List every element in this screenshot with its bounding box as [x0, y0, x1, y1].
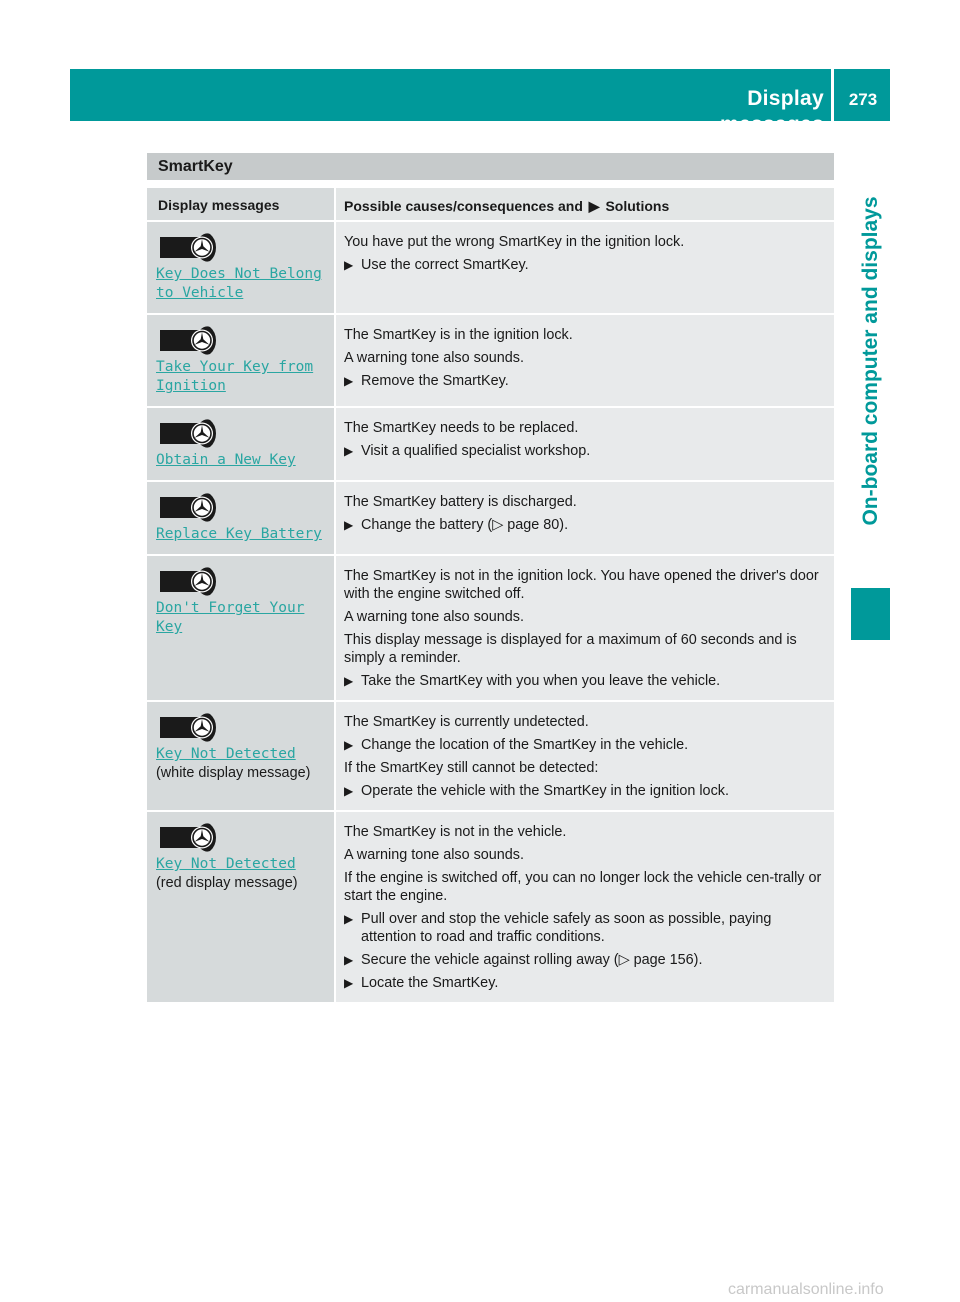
section-title: SmartKey [147, 153, 834, 180]
solution-step-text: Visit a qualified specialist workshop. [361, 443, 591, 459]
solution-step-text: Operate the vehicle with the SmartKey in the ignition lock. [361, 783, 729, 799]
cause-text: The SmartKey battery is discharged. [344, 494, 577, 510]
side-tab-marker [851, 588, 890, 640]
table-row [147, 408, 834, 482]
message-cell [147, 702, 336, 810]
solution-cell [336, 222, 834, 313]
arrow-bullet-icon: ▶ [344, 738, 354, 752]
display-message-text: Key Does Not Belong to Vehicle [156, 266, 322, 301]
cause-text: The SmartKey is currently undetected. [344, 714, 589, 730]
smartkey-icon [156, 821, 218, 854]
solution-step [344, 974, 828, 992]
display-message-text: Key Not Detected [156, 746, 296, 762]
solution-cell [336, 315, 834, 406]
solution-step [344, 516, 828, 534]
watermark: carmanualsonline.info [728, 1281, 884, 1298]
message-cell [147, 222, 336, 313]
arrow-bullet-icon: ▶ [344, 674, 354, 688]
cause-text: The SmartKey is not in the vehicle. [344, 824, 567, 840]
solution-cell [336, 812, 834, 1002]
display-message-note: (red display message) [156, 875, 298, 891]
table-row [147, 702, 834, 812]
solution-step-text: Take the SmartKey with you when you leave the vehicle. [361, 673, 721, 689]
arrow-bullet-icon: ▶ [344, 374, 354, 388]
solution-step-text: Remove the SmartKey. [361, 373, 509, 389]
message-cell [147, 482, 336, 554]
smartkey-icon [156, 324, 218, 357]
solution-cell [336, 408, 834, 480]
column-header-solutions [336, 188, 834, 220]
solution-step [344, 910, 828, 946]
table-row [147, 482, 834, 556]
column-header-messages: Display messages [147, 188, 336, 220]
message-cell [147, 556, 336, 700]
smartkey-icon [156, 491, 218, 524]
solution-cell [336, 482, 834, 554]
arrow-bullet-icon: ▶ [344, 976, 354, 990]
solution-step [344, 442, 828, 460]
solution-step [344, 736, 828, 754]
solution-step-text: Secure the vehicle against rolling away (▷ page 156). [361, 952, 703, 968]
cause-text: A warning tone also sounds. [344, 609, 525, 625]
column-header-causes: Possible causes/consequences and [344, 198, 583, 214]
cause-text: If the engine is switched off, you can no longer lock the vehicle cen-trally or start the engine. [344, 870, 822, 904]
smartkey-icon [156, 565, 218, 598]
solution-step-text: Pull over and stop the vehicle safely as soon as possible, paying attention to road and traffic conditions. [361, 911, 772, 945]
table-body [147, 222, 834, 1004]
solution-cell [336, 702, 834, 810]
display-message-text: Replace Key Battery [156, 526, 322, 542]
arrow-bullet-icon: ▶ [344, 444, 354, 458]
display-messages-table [147, 188, 834, 1004]
solution-step-text: Locate the SmartKey. [361, 975, 499, 991]
column-header-solutions-label: Solutions [605, 198, 670, 214]
cause-text: This display message is displayed for a maximum of 60 seconds and is simply a reminder. [344, 632, 797, 666]
cause-text: The SmartKey is in the ignition lock. [344, 327, 573, 343]
table-row [147, 556, 834, 702]
table-row [147, 812, 834, 1004]
solution-step-text: Change the location of the SmartKey in the vehicle. [361, 737, 689, 753]
solution-step-text: Change the battery (▷ page 80). [361, 517, 569, 533]
solution-step [344, 782, 828, 800]
cause-text: If the SmartKey still cannot be detected: [344, 760, 599, 776]
display-message-text: Obtain a New Key [156, 452, 296, 468]
cause-text: A warning tone also sounds. [344, 350, 525, 366]
side-tab [851, 146, 890, 576]
header-divider [831, 69, 834, 121]
arrow-bullet-icon: ▶ [344, 518, 354, 532]
table-header [147, 188, 834, 222]
arrow-icon: ▶ [588, 198, 600, 214]
cause-text: A warning tone also sounds. [344, 847, 525, 863]
arrow-bullet-icon: ▶ [344, 953, 354, 967]
header-title: Display messages [720, 87, 824, 136]
arrow-bullet-icon: ▶ [344, 258, 354, 272]
side-tab-label: On-board computer and displays [858, 196, 882, 526]
table-row [147, 315, 834, 408]
smartkey-icon [156, 711, 218, 744]
message-cell [147, 812, 336, 1002]
page-number: 273 [848, 90, 878, 109]
cause-text: You have put the wrong SmartKey in the ignition lock. [344, 234, 685, 250]
arrow-bullet-icon: ▶ [344, 912, 354, 926]
table-row [147, 222, 834, 315]
solution-step-text: Use the correct SmartKey. [361, 257, 529, 273]
display-message-text: Key Not Detected [156, 856, 296, 872]
display-message-text: Don't Forget Your Key [156, 600, 305, 635]
arrow-bullet-icon: ▶ [344, 784, 354, 798]
display-message-note: (white display message) [156, 765, 311, 781]
cause-text: The SmartKey needs to be replaced. [344, 420, 579, 436]
solution-step [344, 256, 828, 274]
smartkey-icon [156, 417, 218, 450]
message-cell [147, 408, 336, 480]
solution-step [344, 372, 828, 390]
solution-step [344, 951, 828, 969]
message-cell [147, 315, 336, 406]
smartkey-icon [156, 231, 218, 264]
cause-text: The SmartKey is not in the ignition lock. You have opened the driver's door with the engine switched off. [344, 568, 819, 602]
solution-cell [336, 556, 834, 700]
display-message-text: Take Your Key from Ignition [156, 359, 314, 394]
solution-step [344, 672, 828, 690]
